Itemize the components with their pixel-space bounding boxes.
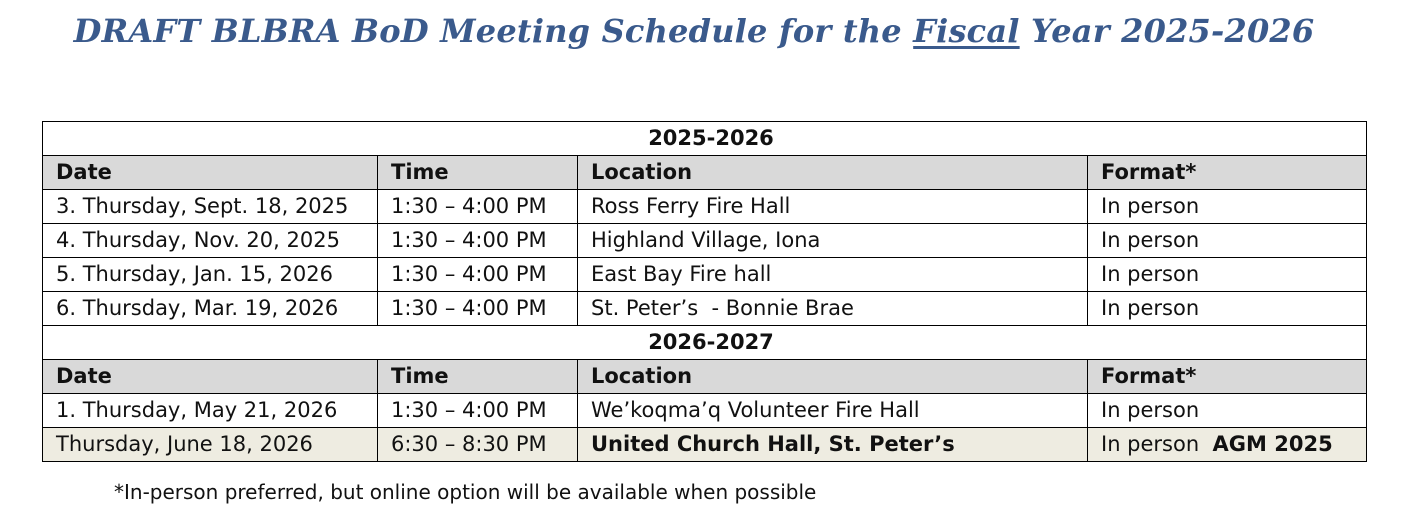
column-header-format: Format* <box>1088 156 1367 190</box>
cell-time: 1:30 – 4:00 PM <box>378 190 578 224</box>
title-underlined-word: Fiscal <box>913 12 1020 50</box>
section-header-row <box>43 122 1367 156</box>
agm-row <box>43 428 1367 462</box>
column-header-location: Location <box>578 156 1088 190</box>
cell-location: St. Peter’s - Bonnie Brae <box>578 292 1088 326</box>
cell-format: In person <box>1088 292 1367 326</box>
section-label: 2025-2026 <box>43 122 1367 156</box>
cell-time: 1:30 – 4:00 PM <box>378 292 578 326</box>
section-header-row <box>43 326 1367 360</box>
cell-date: 3. Thursday, Sept. 18, 2025 <box>43 190 378 224</box>
cell-format <box>1088 428 1367 462</box>
table-row <box>43 258 1367 292</box>
column-header-format: Format* <box>1088 360 1367 394</box>
column-header-row <box>43 360 1367 394</box>
cell-date: Thursday, June 18, 2026 <box>43 428 378 462</box>
cell-format: In person <box>1088 394 1367 428</box>
cell-location: United Church Hall, St. Peter’s <box>578 428 1088 462</box>
cell-format: In person <box>1088 224 1367 258</box>
document-title <box>0 12 1388 50</box>
column-header-time: Time <box>378 360 578 394</box>
column-header-row <box>43 156 1367 190</box>
column-header-time: Time <box>378 156 578 190</box>
meeting-schedule-table <box>42 121 1367 462</box>
cell-format: In person <box>1088 190 1367 224</box>
cell-date: 6. Thursday, Mar. 19, 2026 <box>43 292 378 326</box>
footnote: *In-person preferred, but online option will be available when possible <box>114 480 817 504</box>
agm-label: AGM 2025 <box>1212 432 1333 456</box>
title-part-1: DRAFT BLBRA BoD Meeting Schedule for the <box>73 12 914 50</box>
column-header-location: Location <box>578 360 1088 394</box>
cell-format: In person <box>1088 258 1367 292</box>
title-part-2: Year 2025-2026 <box>1019 12 1315 50</box>
column-header-date: Date <box>43 360 378 394</box>
cell-location: Highland Village, Iona <box>578 224 1088 258</box>
cell-date: 4. Thursday, Nov. 20, 2025 <box>43 224 378 258</box>
table-row <box>43 224 1367 258</box>
table-row <box>43 292 1367 326</box>
cell-time: 6:30 – 8:30 PM <box>378 428 578 462</box>
cell-time: 1:30 – 4:00 PM <box>378 224 578 258</box>
cell-date: 5. Thursday, Jan. 15, 2026 <box>43 258 378 292</box>
cell-location: Ross Ferry Fire Hall <box>578 190 1088 224</box>
column-header-date: Date <box>43 156 378 190</box>
cell-time: 1:30 – 4:00 PM <box>378 258 578 292</box>
cell-time: 1:30 – 4:00 PM <box>378 394 578 428</box>
cell-format-value: In person <box>1101 432 1200 456</box>
table-row <box>43 394 1367 428</box>
cell-location: We’koqma’q Volunteer Fire Hall <box>578 394 1088 428</box>
cell-location: East Bay Fire hall <box>578 258 1088 292</box>
table-row <box>43 190 1367 224</box>
cell-date: 1. Thursday, May 21, 2026 <box>43 394 378 428</box>
section-label: 2026-2027 <box>43 326 1367 360</box>
